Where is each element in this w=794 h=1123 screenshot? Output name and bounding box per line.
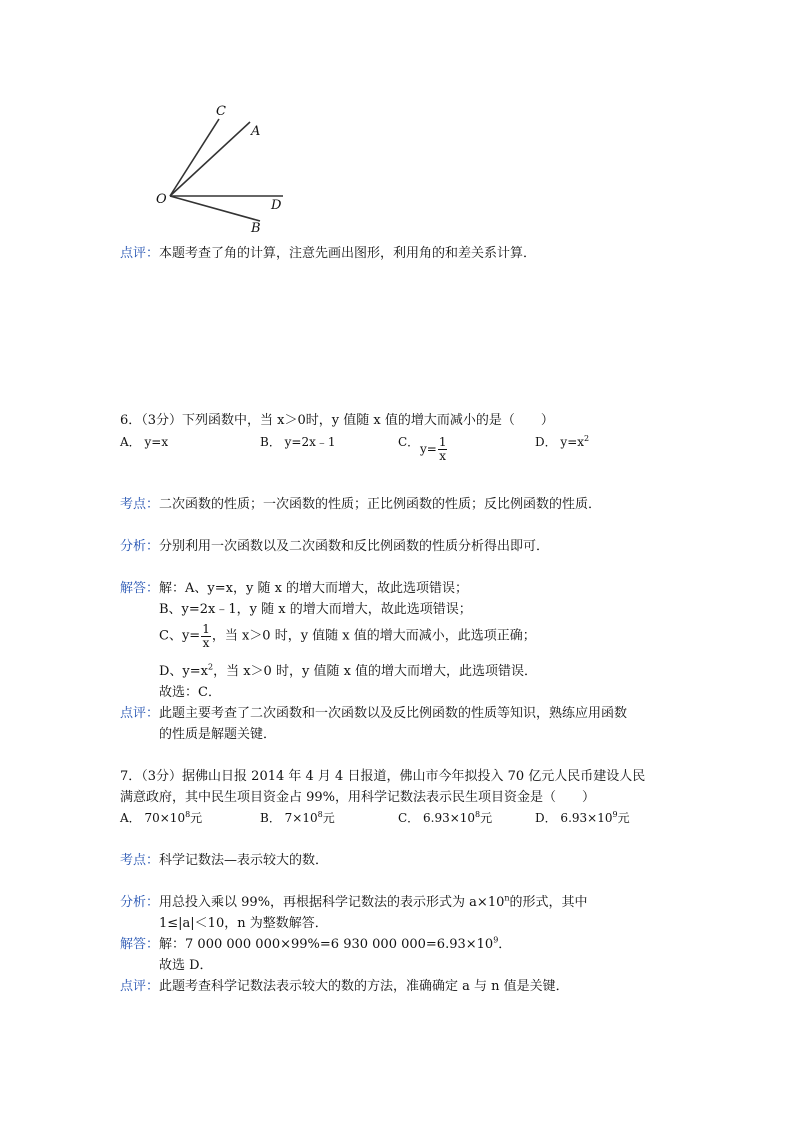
q6-dianping-2: 的性质是解题关键． <box>159 727 277 742</box>
q6-jieda-4-exp: 2 <box>208 662 214 672</box>
q6-option-c-formula <box>420 436 448 463</box>
q6-jieda-3-pre: C、y= <box>159 628 201 644</box>
q7-fenxi-1-exp: n <box>504 893 510 903</box>
q7-kaodian-text: 科学记数法—表示较大的数． <box>159 853 329 868</box>
q6-d-exp: 2 <box>584 434 590 443</box>
label-c: C <box>216 104 226 119</box>
q6-option-b: B． y=2x﹣1 <box>260 435 336 449</box>
comment-text: 本题考查了角的计算，注意先画出图形，利用角的和差关系计算． <box>159 246 537 261</box>
q6-jieda-1 <box>120 580 468 597</box>
q7-stem-1: 7．（3分）据佛山日报 2014 年 4 月 4 日报道，佛山市今年拟投入 70 亿元人民币建设人民 <box>120 769 646 784</box>
q7-d-pre: D． 6.93×10 <box>535 811 613 825</box>
q7-kaodian-tag: 考点： <box>120 853 160 868</box>
q6-jieda-3-post: ，当 x＞0 时，y 值随 x 值的增大而减小，此选项正确； <box>211 628 536 644</box>
q6-c-den: x <box>439 449 447 463</box>
q7-option-d <box>535 810 630 827</box>
q7-d-exp: 9 <box>612 810 618 819</box>
q7-b-exp: 8 <box>317 810 323 819</box>
angle-figure <box>150 100 300 240</box>
q6-kaodian-tag: 考点： <box>120 497 160 512</box>
q7-option-b <box>260 810 335 827</box>
q7-jieda-2: 故选 D． <box>159 958 213 973</box>
q6-jieda-5: 故选：C． <box>159 685 221 700</box>
q6-fenxi-text: 分别利用一次函数以及二次函数和反比例函数的性质分析得出即可． <box>159 539 550 554</box>
q7-fenxi-1 <box>120 894 588 911</box>
q6-c-fraction <box>438 436 448 463</box>
q6-jieda-3 <box>159 623 536 650</box>
q7-a-post: 元 <box>190 811 203 825</box>
q7-fenxi-2: 1≤|a|＜10，n 为整数解答． <box>159 916 328 931</box>
q7-jieda-1-post: ． <box>498 937 512 952</box>
q6-kaodian-text: 二次函数的性质；一次函数的性质；正比例函数的性质；反比例函数的性质． <box>159 497 602 512</box>
q6-stem: 6．（3分）下列函数中，当 x＞0时，y 值随 x 值的增大而减小的是（ ） <box>120 413 554 428</box>
q7-c-exp: 8 <box>475 810 481 819</box>
label-d: D <box>271 198 282 213</box>
q6-dianping-line-1: 此题主要考查了二次函数和一次函数以及反比例函数的性质等知识，熟练应用函数 <box>159 706 628 721</box>
q7-jieda-tag: 解答： <box>120 937 160 952</box>
q7-dianping-text: 此题考查科学记数法表示较大的数的方法，准确确定 a 与 n 值是关键． <box>159 979 569 994</box>
q7-jieda-1 <box>120 936 511 953</box>
q7-a-exp: 8 <box>185 810 191 819</box>
q6-c-num: 1 <box>438 435 447 449</box>
q6-jieda-3-fraction <box>201 623 211 650</box>
q6-jieda-2: B、y=2x﹣1，y 随 x 的增大而增大，故此选项错误； <box>159 602 472 617</box>
q7-stem-2: 满意政府，其中民生项目资金占 99%，用科学记数法表示民生项目资金是（ ） <box>120 790 596 805</box>
q7-fenxi-tag: 分析： <box>120 895 160 910</box>
q6-jieda-tag: 解答： <box>120 581 160 596</box>
q7-dianping-tag: 点评： <box>120 979 160 994</box>
q7-b-pre: B． 7×10 <box>260 811 318 825</box>
q6-c-y: y= <box>420 442 437 456</box>
q6-option-d <box>535 434 589 451</box>
q7-dianping <box>120 978 569 995</box>
q7-kaodian <box>120 852 328 869</box>
q6-jieda-line-1: 解：A、y=x，y 随 x 的增大而增大，故此选项错误； <box>159 581 469 596</box>
q7-b-post: 元 <box>322 811 335 825</box>
q6-kaodian <box>120 496 601 513</box>
q6-option-c-prefix: C． <box>398 435 420 449</box>
q6-fenxi <box>120 538 549 555</box>
q7-option-c <box>398 810 492 827</box>
label-a: A <box>251 124 261 139</box>
q7-c-post: 元 <box>480 811 493 825</box>
q6-jieda-3-num: 1 <box>202 622 210 636</box>
q6-d-prefix: D． y=x <box>535 435 585 449</box>
q6-jieda-4 <box>159 663 537 680</box>
ray-ob <box>170 196 260 221</box>
q6-jieda-4-post: ，当 x＞0 时，y 值随 x 值的增大而增大，此选项错误． <box>213 664 538 679</box>
q7-c-pre: C． 6.93×10 <box>398 811 476 825</box>
q6-jieda-3-den: x <box>202 636 210 650</box>
q6-fenxi-tag: 分析： <box>120 539 160 554</box>
q7-a-pre: A． 70×10 <box>120 811 186 825</box>
q7-fenxi-1-post: 的形式，其中 <box>509 895 588 910</box>
q7-jieda-1-pre: 解：7 000 000 000×99%=6 930 000 000=6.93×10 <box>159 937 494 952</box>
q7-jieda-1-exp: 9 <box>493 935 499 945</box>
prev-comment <box>120 245 536 262</box>
q6-dianping-tag: 点评： <box>120 706 160 721</box>
q6-jieda-4-pre: D、y=x <box>159 664 208 679</box>
q7-option-a <box>120 810 202 827</box>
q7-fenxi-1-pre: 用总投入乘以 99%，再根据科学记数法的表示形式为 a×10 <box>159 895 505 910</box>
label-b: B <box>251 221 261 236</box>
q7-d-post: 元 <box>617 811 630 825</box>
label-o: O <box>156 192 167 207</box>
q6-option-a: A． y=x <box>120 435 169 449</box>
comment-tag: 点评： <box>120 246 160 261</box>
q6-dianping-1 <box>120 705 627 722</box>
q6-option-c <box>398 434 419 451</box>
